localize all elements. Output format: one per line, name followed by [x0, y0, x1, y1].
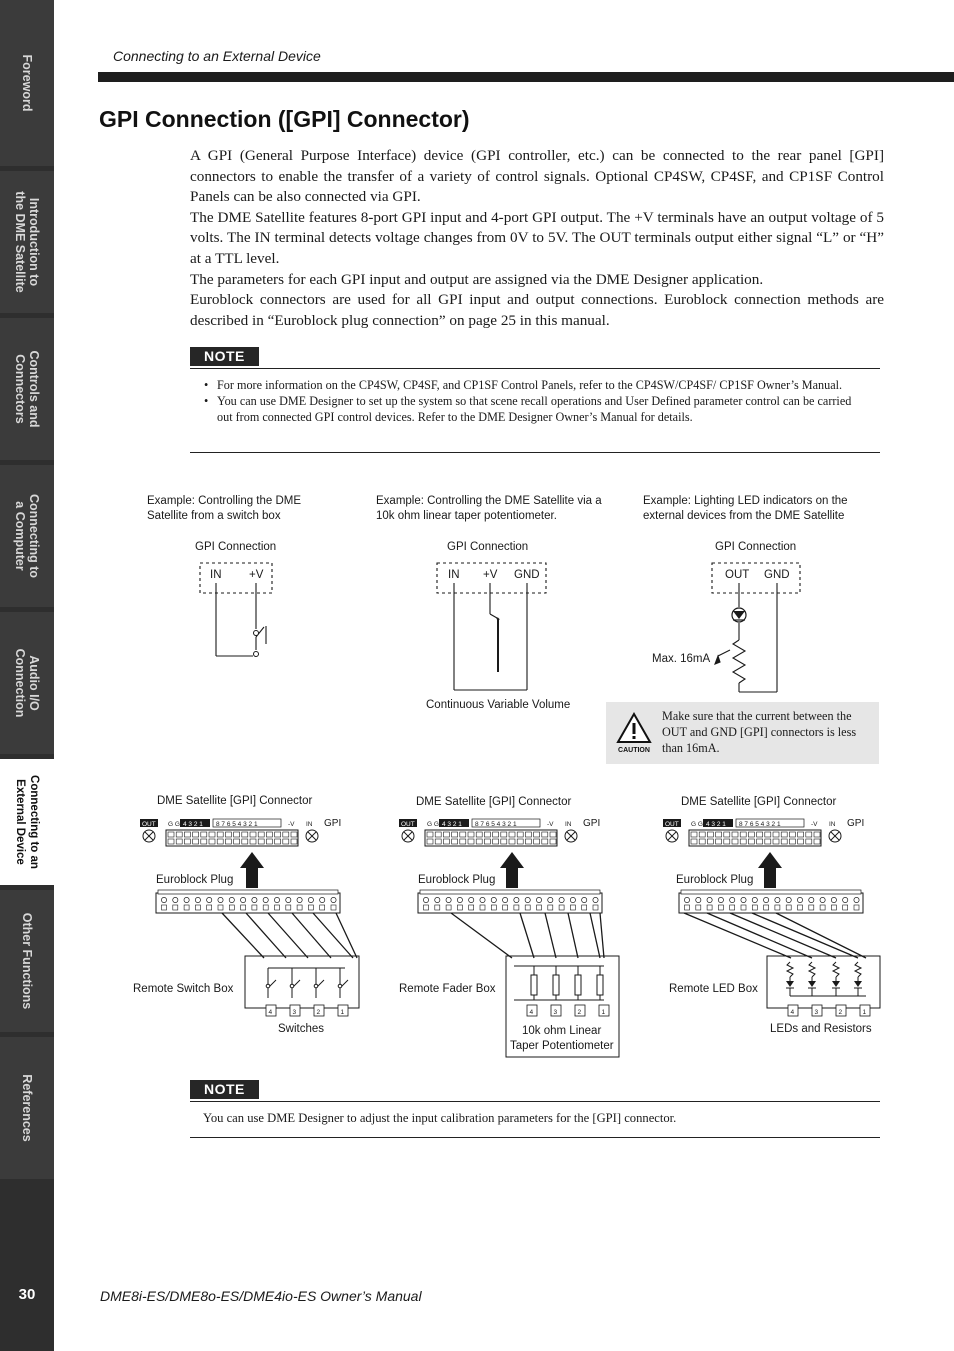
terminal-label: OUT [725, 569, 750, 581]
connector-title: DME Satellite [GPI] Connector [416, 796, 572, 808]
plug-top [420, 890, 600, 894]
euroblock-plugs [156, 852, 863, 913]
out-label: OUT [142, 821, 156, 828]
channel-number: 2 [577, 1009, 582, 1016]
plug-top [681, 890, 861, 894]
plug-screw [286, 897, 291, 902]
plug-screw [173, 897, 178, 902]
box-caption: LEDs and Resistors [770, 1023, 872, 1035]
plug-screw [320, 897, 325, 902]
plug-screw [480, 897, 485, 902]
plug-screw [446, 897, 451, 902]
plug-screw [469, 897, 474, 902]
plug-screw [831, 897, 836, 902]
plug-screw [559, 897, 564, 902]
tab-label: Connecting to an External Device [14, 775, 40, 869]
box-caption: 10k ohm Linear [522, 1025, 602, 1037]
remote-box-frame [245, 956, 359, 1008]
intro-paragraph: The parameters for each GPI input and output are assigned via the DME Designer application. [190, 270, 764, 288]
plug-screw [491, 897, 496, 902]
example-title: Example: Lighting LED indicators on the [643, 495, 848, 507]
plug-screw [775, 897, 780, 902]
channel-number: 3 [553, 1009, 558, 1016]
wire [752, 913, 858, 958]
channel-number: 1 [601, 1009, 606, 1016]
box-caption: Taper Potentiometer [510, 1040, 614, 1052]
wire [590, 913, 600, 958]
plug-screw [263, 897, 268, 902]
channel-number: 4 [268, 1009, 273, 1016]
plug-screw [218, 897, 223, 902]
box-caption: Switches [278, 1023, 325, 1035]
page-title: GPI Connection ([GPI] Connector) [99, 106, 470, 132]
tab-label: Audio I/O Connection [13, 648, 41, 718]
euroblock-plug [418, 890, 602, 913]
plug-screw [229, 897, 234, 902]
wire [600, 913, 604, 958]
plug-screw [707, 897, 712, 902]
remote-box-frame [767, 956, 880, 1008]
terminal-label: +V [483, 569, 498, 581]
plug-screw [241, 897, 246, 902]
plug-screw [570, 897, 575, 902]
plug-screw [503, 897, 508, 902]
note-item: • For more information on the CP4SW, CP4SF, and CP1SF Control Panels, refer to the CP4SW/CP4SF/ CP1SF Owner’s Manual. [204, 377, 860, 393]
channel-number: 3 [292, 1009, 297, 1016]
example-title: external devices from the DME Satellite [643, 510, 845, 522]
wire [222, 913, 264, 958]
euroblock-label: Euroblock Plug [676, 874, 754, 886]
channel-number: 1 [862, 1009, 867, 1016]
page-number: 30 [18, 1286, 36, 1303]
potentiometer-icon [553, 975, 559, 995]
channel-number: 4 [529, 1009, 534, 1016]
plug-screw [308, 897, 313, 902]
wire [292, 913, 331, 958]
switch-icon [290, 984, 294, 988]
plug-screw [582, 897, 587, 902]
connector-panels [140, 818, 864, 846]
plug-screw [423, 897, 428, 902]
terminal-label: +V [249, 569, 264, 581]
gpi-connection-label: GPI Connection [447, 541, 529, 553]
potentiometer-icon [531, 975, 537, 995]
remote-box-label: Remote Fader Box [399, 983, 496, 995]
plug-screw [195, 897, 200, 902]
plug-screw [718, 897, 723, 902]
up-arrow-icon [758, 852, 782, 888]
example-title: Satellite from a switch box [147, 510, 281, 522]
plug-top [158, 890, 338, 894]
out-label: OUT [401, 821, 415, 828]
terminal-label: IN [210, 569, 222, 581]
intro-paragraph: A GPI (General Purpose Interface) device (GPI controller, etc.) can be connected to the rear panel [GPI] connectors to enable the transfer of a variety of control signals. Optional CP4SW, CP4SF, and CP1SF Control Panels can be also connected via GPI. [190, 147, 884, 206]
channel-number: 4 [790, 1009, 795, 1016]
gpi-connection-label: GPI Connection [715, 541, 797, 553]
tab-label: Other Functions [20, 912, 34, 1010]
example-title: Example: Controlling the DME Satellite via a [376, 495, 602, 507]
plug-screw [274, 897, 279, 902]
euroblock-plug [679, 890, 863, 913]
caution-label: CAUTION [618, 747, 650, 754]
example-title: Example: Controlling the DME [147, 495, 302, 507]
gpi-label: GPI [847, 818, 865, 829]
switch-icon [314, 984, 318, 988]
switch-icon [338, 984, 342, 988]
output-digits: 4 3 2 1 [706, 821, 726, 828]
terminal-label: IN [448, 569, 460, 581]
footer-manual-title: DME8i-ES/DME8o-ES/DME4io-ES Owner’s Manual [100, 1288, 422, 1304]
output-digits: 4 3 2 1 [183, 821, 203, 828]
connector-title: DME Satellite [GPI] Connector [157, 795, 313, 807]
tab-label: Foreword [20, 54, 34, 112]
in-label: IN [565, 821, 572, 828]
continuous-volume-label: Continuous Variable Volume [426, 699, 571, 711]
channel-number: 3 [814, 1009, 819, 1016]
wire [268, 913, 308, 958]
wire [451, 913, 512, 958]
note-badge: NOTE [190, 347, 259, 366]
max-current-label: Max. 16mA [652, 653, 711, 665]
wire [520, 913, 534, 958]
gpi-connector-panel [140, 818, 341, 846]
channel-number: 1 [340, 1009, 345, 1016]
input-digits: 8 7 6 5 4 3 2 1 [739, 821, 781, 828]
ground-label: G G [427, 821, 439, 828]
plug-screw [548, 897, 553, 902]
wire [684, 913, 791, 958]
channel-number: 2 [838, 1009, 843, 1016]
caution-box [606, 702, 879, 764]
remote-box-label: Remote LED Box [669, 983, 758, 995]
terminal-label: GND [514, 569, 540, 581]
plug-screw [696, 897, 701, 902]
caution-text: Make sure that the current between the OUT and GND [GPI] connectors is less than 16mA. [662, 709, 857, 755]
gpi-label: GPI [324, 818, 342, 829]
note-text: You can use DME Designer to adjust the input calibration parameters for the [GPI] connector. [203, 1111, 677, 1125]
up-arrow-icon [240, 852, 264, 888]
plug-screw [297, 897, 302, 902]
voltage-label: -V [811, 821, 818, 828]
plug-screw [536, 897, 541, 902]
tab-label: References [20, 1074, 34, 1142]
plug-screw [252, 897, 257, 902]
intro-paragraph: The DME Satellite features 8-port GPI input and 4-port GPI output. The +V terminals have an output voltage of 5 volts. The IN terminal detects voltage changes from 0V to 5V. The OUT terminals output either signal “L” or “H” at a TTL level. [190, 208, 884, 267]
in-label: IN [829, 821, 836, 828]
terminal-strip [425, 830, 557, 846]
plug-screw [786, 897, 791, 902]
note-item: • You can use DME Designer to set up the system so that scene recall operations and User Defined parameter control can be carried out from connected GPI control devices. Refer to the DME Designer Owner’s Manual for details. [204, 393, 860, 425]
switch-icon [266, 984, 270, 988]
tab-label: Connecting to a Computer [13, 493, 41, 579]
plug-screw [331, 897, 336, 902]
plug-screw [752, 897, 757, 902]
plug-screw [593, 897, 598, 902]
output-digits: 4 3 2 1 [442, 821, 462, 828]
plug-screw [514, 897, 519, 902]
plug-screw [457, 897, 462, 902]
wire [707, 913, 812, 958]
up-arrow-icon [500, 852, 524, 888]
connector-title: DME Satellite [GPI] Connector [681, 796, 837, 808]
note-box [190, 1080, 880, 1140]
input-digits: 8 7 6 5 4 3 2 1 [216, 821, 258, 828]
terminal-label: GND [764, 569, 790, 581]
example-title: 10k ohm linear taper potentiometer. [376, 510, 557, 522]
euroblock-plug [156, 890, 340, 913]
caution-icon [616, 712, 652, 754]
remote-box [767, 956, 880, 1016]
gpi-connector-panel [663, 818, 864, 846]
ground-label: G G [691, 821, 703, 828]
gpi-connection-label: GPI Connection [195, 541, 277, 553]
tab-label: Controls and Connectors [13, 350, 41, 428]
out-label: OUT [665, 821, 679, 828]
ground-label: G G [168, 821, 180, 828]
remote-box-label: Remote Switch Box [133, 983, 234, 995]
plug-screw [741, 897, 746, 902]
voltage-label: -V [288, 821, 295, 828]
gpi-connector-panel [399, 818, 600, 846]
plug-screw [184, 897, 189, 902]
plug-screw [435, 897, 440, 902]
plug-screw [525, 897, 530, 902]
plug-screw [809, 897, 814, 902]
plug-screw [684, 897, 689, 902]
wire [545, 913, 556, 958]
wire [568, 913, 578, 958]
potentiometer-icon [597, 975, 603, 995]
running-header: Connecting to an External Device [113, 48, 321, 64]
plug-screw [764, 897, 769, 902]
plug-screw [843, 897, 848, 902]
euroblock-label: Euroblock Plug [418, 874, 496, 886]
note-badge: NOTE [190, 1080, 259, 1099]
terminal-strip [166, 830, 298, 846]
terminal-strip [689, 830, 821, 846]
euroblock-label: Euroblock Plug [156, 874, 234, 886]
in-label: IN [306, 821, 313, 828]
input-digits: 8 7 6 5 4 3 2 1 [475, 821, 517, 828]
potentiometer-icon [575, 975, 581, 995]
plug-screw [730, 897, 735, 902]
plug-screw [161, 897, 166, 902]
voltage-label: -V [547, 821, 554, 828]
note-rule [190, 1101, 880, 1102]
plug-screw [797, 897, 802, 902]
plug-screw [854, 897, 859, 902]
gpi-label: GPI [583, 818, 601, 829]
note-rule [190, 1137, 880, 1138]
plug-screw [207, 897, 212, 902]
intro-paragraph: Euroblock connectors are used for all GPI input and output connections. Euroblock connection methods are described in “Euroblock plug connection” on page 25 in this manual. [190, 291, 884, 329]
channel-number: 2 [316, 1009, 321, 1016]
led-icon [732, 608, 746, 622]
plug-screw [820, 897, 825, 902]
tab-label: Introduction to the DME Satellite [13, 191, 41, 293]
wire [246, 913, 286, 958]
